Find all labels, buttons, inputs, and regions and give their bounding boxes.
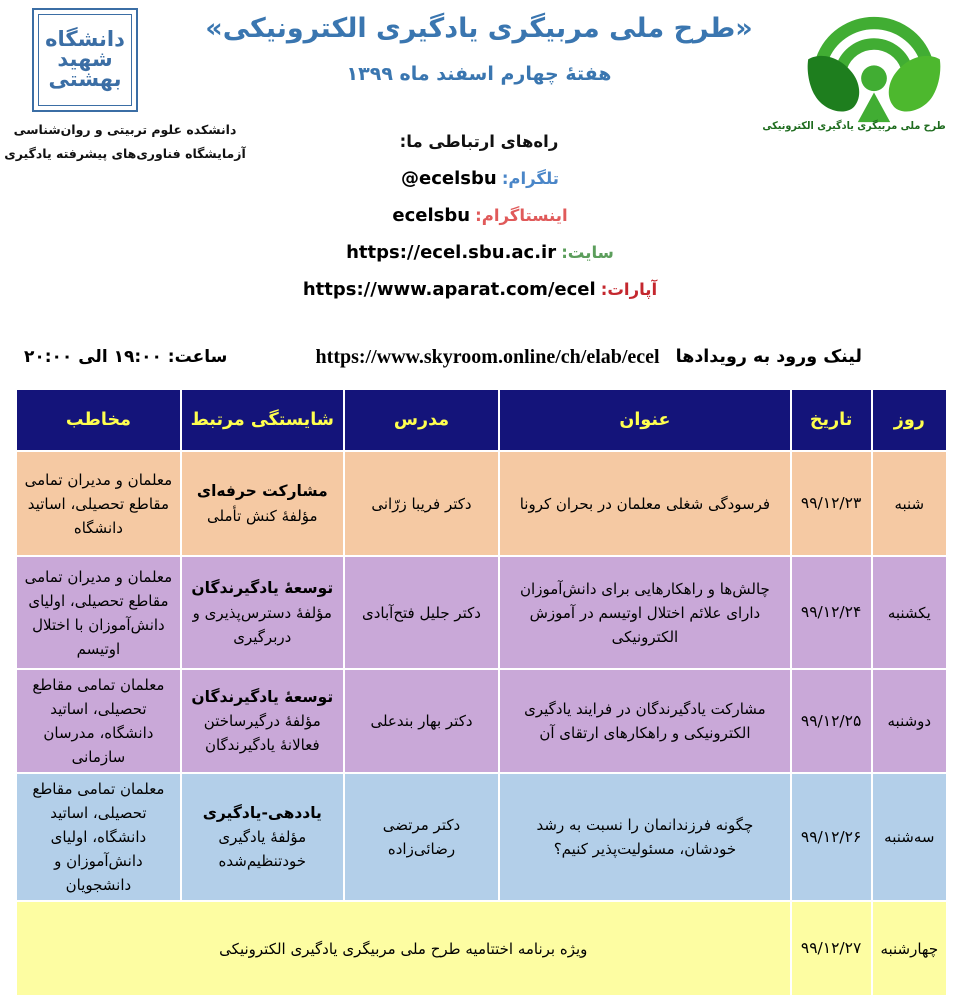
competency-cell (181, 773, 344, 901)
col-header-date: تاریخ (791, 389, 872, 451)
col-header-day: روز (872, 389, 947, 451)
date-cell: ۹۹/۱۲/۲۷ (791, 901, 872, 996)
day-cell: سه‌شنبه (872, 773, 947, 901)
day-cell: چهارشنبه (872, 901, 947, 996)
program-logo (762, 2, 952, 132)
schedule-table (15, 388, 948, 997)
title-cell: چالش‌ها و راهکارهایی برای دانش‌آموزان دارای علائم اختلال اوتیسم در آموزش الکترونیکی (499, 556, 790, 669)
col-header-audience: مخاطب (16, 389, 181, 451)
schedule-table-wrap (15, 388, 948, 997)
aparat-label: آپارات: (600, 280, 658, 299)
day-cell: شنبه (872, 451, 947, 556)
col-header-instructor: مدرس (344, 389, 499, 451)
contact-telegram (0, 166, 958, 191)
date-cell: ۹۹/۱۲/۲۴ (791, 556, 872, 669)
table-row-saturday (16, 451, 947, 556)
contact-site (0, 240, 958, 265)
contact-instagram (0, 203, 958, 228)
events-link-url[interactable]: https://www.skyroom.online/ch/elab/ecel (315, 345, 660, 368)
instructor-cell: دکتر بهار بندعلی (344, 669, 499, 773)
instructor-cell: دکتر فریبا زرّانی (344, 451, 499, 556)
site-label: سایت: (561, 243, 614, 262)
site-url[interactable]: https://ecel.sbu.ac.ir (346, 242, 557, 263)
telegram-label: تلگرام: (501, 169, 559, 188)
day-cell: یکشنبه (872, 556, 947, 669)
events-link-label: لینک ورود به رویدادها (675, 347, 862, 367)
poster-title: «طرح ملی مربیگری یادگیری الکترونیکی» (205, 13, 753, 44)
day-cell: دوشنبه (872, 669, 947, 773)
table-row-sunday (16, 556, 947, 669)
instagram-handle[interactable]: ecelsbu (392, 205, 471, 226)
audience-cell: معلمان تمامی مقاطع تحصیلی، اساتید دانشگاه، مدرسان سازمانی (16, 669, 181, 773)
audience-cell: معلمان و مدیران تمامی مقاطع تحصیلی، اساتید دانشگاه (16, 451, 181, 556)
program-logo-icon (799, 2, 949, 124)
title-cell: فرسودگی شغلی معلمان در بحران کرونا (499, 451, 790, 556)
contact-heading: راه‌های ارتباطی ما: (399, 132, 559, 151)
competency-title: توسعهٔ یادگیرندگان (191, 579, 334, 598)
col-header-competency: شایستگی مرتبط (181, 389, 344, 451)
schedule-bar (0, 340, 958, 374)
competency-title: یاددهی-یادگیری (202, 803, 322, 822)
title-cell: مشارکت یادگیرندگان در فرایند یادگیری الکترونیکی و راهکارهای ارتقای آن (499, 669, 790, 773)
competency-title: مشارکت حرفه‌ای (196, 482, 328, 501)
contact-aparat (0, 277, 958, 302)
instructor-cell: دکتر مرتضی رضائی‌زاده (344, 773, 499, 901)
instructor-cell: دکتر جلیل فتح‌آبادی (344, 556, 499, 669)
date-cell: ۹۹/۱۲/۲۳ (791, 451, 872, 556)
title-cell: چگونه فرزندانمان را نسبت به رشد خودشان، مسئولیت‌پذیر کنیم؟ (499, 773, 790, 901)
competency-title: توسعهٔ یادگیرندگان (191, 687, 334, 706)
university-caption-lab: آزمایشگاه فناوری‌های پیشرفته یادگیری (4, 146, 246, 161)
date-cell: ۹۹/۱۲/۲۵ (791, 669, 872, 773)
program-logo-caption: طرح ملی مربیگری یادگیری الکترونیکی (762, 120, 946, 132)
contact-block (0, 129, 958, 314)
telegram-handle[interactable]: @ecelsbu (401, 168, 497, 189)
poster-subtitle: هفتهٔ چهارم اسفند ماه ۱۳۹۹ (346, 63, 612, 85)
table-row-tuesday (16, 773, 947, 901)
competency-cell (181, 669, 344, 773)
table-row-monday (16, 669, 947, 773)
audience-cell: معلمان تمامی مقاطع تحصیلی، اساتید دانشگاه، اولیای دانش‌آموزان و دانشجویان (16, 773, 181, 901)
col-header-title: عنوان (499, 389, 790, 451)
university-caption-faculty: دانشکده علوم تربیتی و روان‌شناسی (13, 122, 237, 137)
competency-cell (181, 451, 344, 556)
table-row-wednesday (16, 901, 947, 996)
competency-detail: مؤلفهٔ درگیرساختن فعالانهٔ یادگیرندگان (203, 712, 321, 755)
aparat-url[interactable]: https://www.aparat.com/ecel (302, 279, 596, 300)
events-link-group (316, 346, 862, 369)
competency-detail: مؤلفهٔ دسترس‌پذیری و دربرگیری (192, 603, 332, 646)
date-cell: ۹۹/۱۲/۲۶ (791, 773, 872, 901)
time-range: ساعت: ۱۹:۰۰ الی ۲۰:۰۰ (24, 347, 228, 367)
university-seal-calligraphy: دانشگاه شهید بهشتی (38, 14, 132, 106)
instagram-label: اینستاگرام: (475, 206, 568, 225)
competency-cell (181, 556, 344, 669)
closing-event-cell: ویژه برنامه اختتامیه طرح ملی مربیگری یادگیری الکترونیکی (16, 901, 791, 996)
competency-detail: مؤلفهٔ کنش تأملی (207, 506, 318, 525)
table-header-row (16, 389, 947, 451)
competency-detail: مؤلفهٔ یادگیری خودتنظیم‌شده (218, 828, 307, 871)
audience-cell: معلمان و مدیران تمامی مقاطع تحصیلی، اولیای دانش‌آموزان با اختلال اوتیسم (16, 556, 181, 669)
